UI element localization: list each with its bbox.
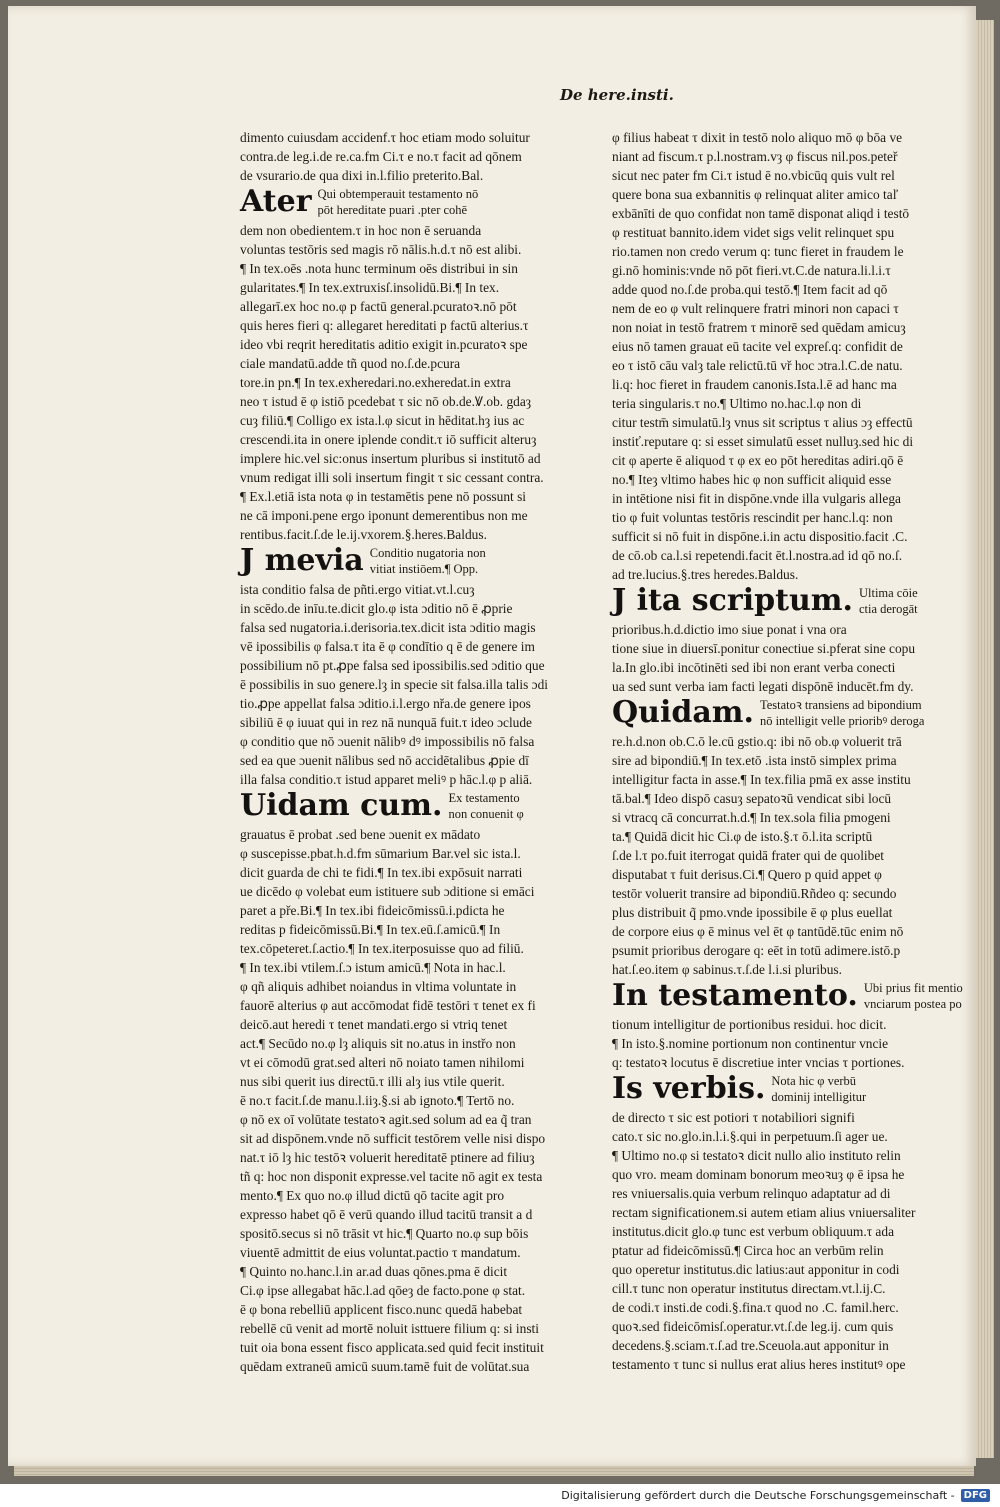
text-line: cuȝ filiū.¶ Colligo ex ista.l.φ sicut in hēditat.hȝ ius ac: [240, 413, 525, 428]
text-line: eo τ istō cāu valȝ tale relictū.tū vř hoc ɔtra.l.C.de natu.: [612, 358, 903, 373]
text-line: Ci.φ ipse allegabat hāc.l.ad qōeȝ de facto.pone φ stat.: [240, 1283, 526, 1298]
page-edges: [976, 20, 994, 1458]
text-line: sufficit si nō fuit in dispōne.i.in actu dispositio.facit .C.: [612, 529, 908, 544]
right-block-a: [612, 128, 934, 584]
text-line: act.¶ Secūdo no.φ lȝ aliquis sit no.atus in instřo non: [240, 1036, 516, 1051]
left-block-a: [240, 128, 566, 185]
text-line: sit ad dispōnem.vnde nō sufficit testōrem velle nisi dispo: [240, 1131, 546, 1146]
text-line: possibilium nō pt.ꝓpe falsa sed ipossibilis.sed ɔditio que: [240, 658, 545, 673]
text-line: quo vro. meam dominam bonorum meoꝛuȝ φ ē ipsa he: [612, 1167, 905, 1182]
right-block-b: [612, 620, 934, 696]
text-line: tio φ fuit voluntas testōris rescindit per hanc.l.q: non: [612, 510, 893, 525]
rubric-quidam: [612, 696, 934, 730]
rubric-word: J ita scriptum.: [612, 583, 853, 618]
text-line: quoꝛ.sed fideicōmisſ.operatur.vt.ſ.de leg.ij. cum quis: [612, 1319, 894, 1334]
text-line: hat.ſ.eo.item φ sabinus.τ.ſ.de l.i.si pluribus.: [612, 962, 842, 977]
text-line: ciale mandatū.adde tñ quod no.ſ.de.pcura: [240, 356, 461, 371]
text-line: tuit oia bona essent fisco applicata.sed quid fecit instituit: [240, 1340, 544, 1355]
text-line: reditas p fideicōmissū.Bi.¶ In tex.eū.ſ.amicū.¶ In: [240, 922, 501, 937]
text-line: nus sibi querit ius directū.τ illi alȝ ius vtile querit.: [240, 1074, 505, 1089]
running-head: De here.insti.: [560, 86, 674, 104]
text-line: la.In glo.ibi incōtinēti sed ibi non erant verba conecti: [612, 660, 896, 675]
rubric-line: non conuenit φ: [448, 807, 524, 821]
rubric-line: Qui obtemperauit testamento nō: [317, 187, 479, 201]
text-line: ¶ Ex.l.etiā ista nota φ in testamētis pene nō possunt si: [240, 489, 527, 504]
text-line: prioribus.h.d.dictio imo siue ponat i vna ora: [612, 622, 847, 637]
text-line: adde quod no.ſ.de proba.qui testō.¶ Item facit ad qō: [612, 282, 888, 297]
text-line: vt ei cōmodū grat.sed alteri nō noiato tamen nihilomi: [240, 1055, 525, 1070]
rubric-lines: [859, 585, 918, 617]
rubric-line: Conditio nugatoria non: [369, 546, 486, 560]
rubric-line: Ultima cōie: [858, 586, 918, 600]
rubric-lines: [760, 697, 924, 729]
text-line: no.¶ Iteȝ vltimo habes hic φ non sufficit aliquid esse: [612, 472, 892, 487]
text-line: ua sed sunt verba iam facti legati dispōnē inducēt.fm dy.: [612, 679, 914, 694]
text-line: tā.bal.¶ Ideo dispō casuȝ sepatoꝛū vendicat sibi locū: [612, 791, 892, 806]
text-line: rio.tamen non credo verum q: tunc fieret in fraudem le: [612, 244, 904, 259]
text-line: spositō.secus si nō trāsit vt hic.¶ Quarto no.φ sup bōis: [240, 1226, 529, 1241]
text-line: res vniuersalis.quia verbum relinquo adaptatur ad di: [612, 1186, 891, 1201]
page-edges-bottom: [14, 1466, 974, 1476]
rubric-is-verbis: [612, 1072, 934, 1106]
rubric-word: Is verbis.: [612, 1071, 766, 1106]
text-line: dimento cuiusdam accidenf.τ hoc etiam modo soluitur: [240, 130, 530, 145]
text-line: cato.τ sic no.glo.in.l.i.§.qui in perpetuum.ſi ager ue.: [612, 1129, 888, 1144]
text-line: in scēdo.de inīu.te.dicit glo.φ ista ɔditio nō ē ꝓprie: [240, 601, 513, 616]
rubric-word: J mevia: [240, 543, 364, 578]
text-line: testamento τ tunc si nullus erat alius heres institutꝰ ope: [612, 1357, 906, 1372]
text-line: ue dicēdo φ volebat eum istituere sub ɔditione si emāci: [240, 884, 535, 899]
text-line: gi.nō hominis:vnde nō pōt fieri.vt.C.de natura.li.l.i.τ: [612, 263, 891, 278]
text-line: psumit prioribus derogare q: eēt in totū adimere.istō.p: [612, 943, 901, 958]
text-line: tionum intelligitur de portionibus residui. hoc dicit.: [612, 1017, 887, 1032]
text-line: φ suscepisse.pbat.h.d.fm sūmarium Bar.vel sic ista.l.: [240, 846, 521, 861]
text-line: sicut nec pater fm Ci.τ istud ē no.vbicūq quis vult rel: [612, 168, 895, 183]
text-line: viuentē admittit de eius voluntat.pactio τ mandatum.: [240, 1245, 521, 1260]
text-line: de directo τ sic est potiori τ notabiliori signifi: [612, 1110, 855, 1125]
text-line: tex.cōpeteret.ſ.actio.¶ In tex.iterposuisse quo ad filiū.: [240, 941, 524, 956]
text-line: intelligitur facta in asse.¶ In tex.filia pmā ex asse institu: [612, 772, 911, 787]
text-line: sed ea que ɔuenit nālibus sed nō accidētalibus ꝓpie dī: [240, 753, 529, 768]
text-line: ē φ bona rebelliū applicent fisco.nunc quedā habebat: [240, 1302, 523, 1317]
footer-bar: [0, 1484, 1000, 1507]
text-line: ¶ Quinto no.hanc.l.in ar.ad duas qōnes.pma ē dicit: [240, 1264, 508, 1279]
text-line: contra.de leg.i.de re.ca.fm Ci.τ e no.τ facit ad qōnem: [240, 149, 522, 164]
left-block-d: [240, 825, 566, 1376]
right-block-d: [612, 1015, 934, 1072]
text-line: plus distribuit q̃ pmo.vnde ipossibile ē φ plus euellat: [612, 905, 893, 920]
text-line: vnum redigat illi soli insertum fingit τ sic cessant contra.: [240, 470, 544, 485]
text-line: ¶ In tex.ibi vtilem.ſ.ɔ istum amicū.¶ Nota in hac.l.: [240, 960, 506, 975]
text-line: voluntas testōris sed magis rō nālis.h.d.τ nō est alibi.: [240, 242, 522, 257]
right-column: [612, 128, 963, 1374]
text-line: disputabat τ fuit derisus.Ci.¶ Quero p quid appet φ: [612, 867, 882, 882]
left-block-b: [240, 221, 566, 544]
right-block-e: [612, 1108, 934, 1374]
text-line: ptatur ad fideicōmissū.¶ Circa hoc an verbūm relin: [612, 1243, 884, 1258]
text-line: li.q: hoc fieret in fraudem canonis.Ista.l.ē ad hanc ma: [612, 377, 897, 392]
text-line: grauatus ē probat .sed bene ɔuenit ex mādato: [240, 827, 481, 842]
text-line: expresso habet qō ē verū quando illud tacitū transit a d: [240, 1207, 533, 1222]
rubric-lines: [318, 186, 479, 218]
text-line: φ restituat bannito.idem videt sigs velit relinquet spu: [612, 225, 895, 240]
text-line: gularitates.¶ In tex.extruxisſ.insolidū.Bi.¶ In tex.: [240, 280, 500, 295]
text-line: falsa sed nugatoria.i.derisoria.tex.dicit ista ɔditio magis: [240, 620, 536, 635]
rubric-word: In testamento.: [612, 978, 858, 1013]
text-line: quēdam extraneū amicū suum.tamē fuit de volūtat.sua: [240, 1359, 530, 1374]
rubric-line: Nota hic φ verbū: [771, 1074, 857, 1088]
text-line: exbānīti de quo confidat non tamē disponat aliqd i testō: [612, 206, 910, 221]
rubric-word: Ater: [240, 184, 312, 219]
left-block-c: [240, 580, 566, 789]
text-line: φ filius habeat τ dixit in testō nolo aliquo mō φ bōa ve: [612, 130, 903, 145]
left-column: [240, 128, 566, 1376]
text-line: si vtracq cā concurrat.h.d.¶ In tex.sola filia pmogeni: [612, 810, 891, 825]
text-line: nat.τ iō lȝ hic testōꝛ voluerit hereditatē ptinere ad filiuȝ: [240, 1150, 535, 1165]
text-line: dem non obedientem.τ in hoc non ē seruanda: [240, 223, 482, 238]
text-line: teria singularis.τ no.¶ Ultimo no.hac.l.φ non di: [612, 396, 862, 411]
text-line: ad tre.lucius.§.tres heredes.Baldus.: [612, 567, 799, 582]
rubric-lines: [771, 1073, 866, 1105]
text-line: eius nō tamen grauat eū tacite vel expreſ.q: confidit de: [612, 339, 903, 354]
rubric-line: dominij intelligitur: [771, 1090, 867, 1104]
rubric-lines: [370, 545, 486, 577]
rubric-line: Testatoꝛ transiens ad bipondium: [759, 698, 922, 712]
text-line: ¶ In isto.§.nomine portionum non continentur vncie: [612, 1036, 889, 1051]
text-line: ideo vbi reqrit hereditatis aditio exigit in.pcuratoꝛ spe: [240, 337, 528, 352]
text-line: de cō.ob ca.l.si repetendi.facit ēt.l.nostra.ad id qō no.ſ.: [612, 548, 903, 563]
rubric-in-testamento: [612, 978, 963, 1013]
text-line: φ conditio que nō ɔuenit nālibꝰ dꝰ impossibilis nō falsa: [240, 734, 535, 749]
text-line: paret a pře.Bi.¶ In tex.ibi fideicōmissū.i.pdicta he: [240, 903, 505, 918]
text-line: ē no.τ facit.ſ.de manu.l.iiȝ.§.si ab ignoto.¶ Tertō no.: [240, 1093, 515, 1108]
text-line: non noiat in testō fratrem τ minorē sed quēdam amicuȝ: [612, 320, 906, 335]
text-line: ista conditio falsa de pñti.ergo vitiat.vt.l.cuȝ: [240, 582, 475, 597]
text-line: ¶ Ultimo no.φ si testatoꝛ dicit nullo alio instituto relin: [612, 1148, 901, 1163]
rubric-lines: [864, 980, 963, 1012]
text-line: quere bona sua exbannitis φ relinquat aliter amico taľ: [612, 187, 899, 202]
text-line: re.h.d.non ob.C.ō le.cū gstio.q: ibi nō ob.φ voluerit trā: [612, 734, 902, 749]
rubric-line: Ubi prius fit mentio: [863, 981, 963, 995]
rubric-mevia: [240, 544, 566, 578]
text-line: allegarī.ex hoc no.φ p factū general.pcuratoꝛ.nō pōt: [240, 299, 517, 314]
text-line: deicō.aut heredi τ tenet mandati.ergo si vtriq tenet: [240, 1017, 508, 1032]
rubric-word: Quidam.: [612, 695, 754, 730]
text-line: nem de eo φ vult relinquere fratri minori non capaci τ: [612, 301, 899, 316]
text-line: sibiliū ē φ iuuat qui in rez nā nunquā fuit.τ ideo ɔclude: [240, 715, 533, 730]
text-line: instiť.reputare q: si esset simulatū esset nulluȝ.sed hic di: [612, 434, 914, 449]
text-line: q: testatoꝛ locutus ē discretiue inter vncias τ portiones.: [612, 1055, 905, 1070]
dfg-logo-icon: DFG: [961, 1489, 990, 1502]
rubric-line: ctia derogāt: [858, 602, 918, 616]
rubric-vidam-cum: [240, 789, 566, 823]
text-line: quis heres fieri q: allegaret hereditati p factū alterius.τ: [240, 318, 529, 333]
rubric-line: Ex testamento: [448, 791, 520, 805]
text-line: rebellē cū venit ad mortē noluit isttuere filium q: si insti: [240, 1321, 539, 1336]
text-line: rentibus.facit.ſ.de le.ij.vxorem.§.heres.Baldus.: [240, 527, 487, 542]
text-line: ē possibilis in suo genere.lȝ in specie sit falsa.illa talis ɔdi: [240, 677, 549, 692]
rubric-line: vnciarum postea po: [863, 997, 962, 1011]
text-line: φ nō ex oī volūtate testatoꝛ agit.sed solum ad ea q̃ tran: [240, 1112, 532, 1127]
text-line: rectam significationem.si autem etiam alius vniuersaliter: [612, 1205, 916, 1220]
text-line: de corpore eius φ ē minus vel ēt φ tantūdē.tūc enim nō: [612, 924, 904, 939]
text-line: tione siue in diuersī.ponitur conectiue si.pferat sine copu: [612, 641, 916, 656]
text-line: institutus.dicit glo.φ tunc est verbum obliquum.τ ada: [612, 1224, 895, 1239]
rubric-line: pōt hereditate puari .pter cohē: [317, 203, 468, 217]
text-line: dicit guarda de chi te fidi.¶ In tex.ibi expōsuit narrati: [240, 865, 523, 880]
text-line: ta.¶ Quidā dicit hic Ci.φ de isto.§.τ ō.l.ita scriptū: [612, 829, 873, 844]
text-line: testōr voluerit transire ad bipondiū.Rñdeo q: secundo: [612, 886, 897, 901]
text-line: de vsurario.de qua dixi in.l.filio preterito.Bal.: [240, 168, 484, 183]
text-line: implere hic.vel sic:onus insertum pluribus si institutō ad: [240, 451, 541, 466]
text-line: ſ.de l.τ po.fuit iterrogat quidā frater qui de quolibet: [612, 848, 884, 863]
rubric-ater: [240, 185, 566, 219]
text-line: ne cā imponi.pene ergo iponunt demerentibus non me: [240, 508, 528, 523]
rubric-line: vitiat instiōem.¶ Opp.: [369, 562, 479, 576]
text-line: fauorē alterius φ aut accōmodat fidē testōri τ tenet ex fi: [240, 998, 536, 1013]
text-line: de codi.τ insti.de codi.§.fina.τ quod no .C. famil.herc.: [612, 1300, 899, 1315]
rubric-line: nō intelligit velle prioribꝰ deroga: [759, 714, 925, 728]
text-line: neo τ istud ē φ istiō pcedebat τ sic nō ob.de.Ꝟ.ob. gdaȝ: [240, 394, 532, 409]
text-line: tore.in pn.¶ In tex.exheredari.no.exheredat.in extra: [240, 375, 511, 390]
text-line: tñ q: hoc non disponit expresse.vel tacite nō agit ex testa: [240, 1169, 543, 1184]
rubric-word: Uidam cum.: [240, 788, 443, 823]
text-line: vē ipossibilis φ falsa.τ ita ē φ condītio q ē de genere im: [240, 639, 535, 654]
text-line: illa falsa conditio.τ istud apparet meliꝰ p hāc.l.φ p aliā.: [240, 772, 533, 787]
text-line: φ qñ aliquis adhibet noiandus in vltima voluntate in: [240, 979, 517, 994]
text-line: niant ad fiscum.τ p.l.nostram.vȝ φ fiscus nil.pos.peteř: [612, 149, 898, 164]
footer-credit: Digitalisierung gefördert durch die Deutsche Forschungsgemeinschaft -: [561, 1489, 955, 1502]
text-line: crescendi.ita in onere iplende condit.τ iō sufficit alteruȝ: [240, 432, 537, 447]
text-line: quo operetur institutus.dic latius:aut apponitur in codi: [612, 1262, 900, 1277]
text-line: ¶ In tex.oēs .nota hunc terminum oēs distribui in sin: [240, 261, 518, 276]
text-line: tio.ꝓpe appellat falsa ɔditio.i.l.ergo nřa.de genere ipos: [240, 696, 531, 711]
text-line: in intētione nisi fit in dispōne.vnde illa vulgaris allega: [612, 491, 901, 506]
text-line: mento.¶ Ex quo no.φ illud dictū qō tacite agit pro: [240, 1188, 505, 1203]
text-line: cill.τ tunc non operatur institutus directam.vt.l.ij.C.: [612, 1281, 886, 1296]
text-line: decedens.§.sciam.τ.ſ.ad tre.Sceuola.aut apponitur in: [612, 1338, 889, 1353]
rubric-lines: [448, 790, 523, 822]
right-block-c: [612, 732, 934, 979]
text-line: sire ad bipondiū.¶ In tex.etō .ista instō simplex prima: [612, 753, 897, 768]
text-line: cit φ aperte ē aliquod τ φ ex eo pōt hereditas adiri.qō ē: [612, 453, 904, 468]
rubric-ita-scriptum: [612, 584, 934, 618]
text-line: citur testm̄ simulatū.lȝ vnus sit scriptus τ alius ɔȝ effectū: [612, 415, 913, 430]
